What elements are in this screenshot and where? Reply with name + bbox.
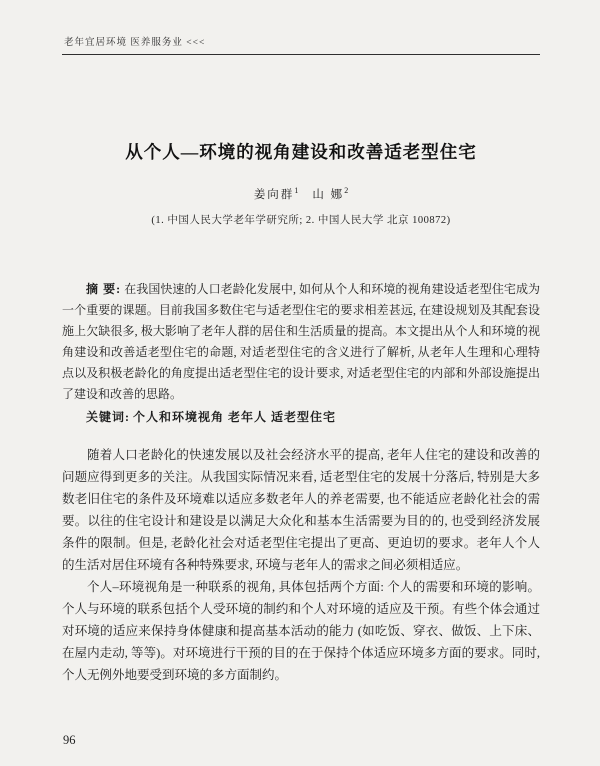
body-paragraph: 随着人口老龄化的快速发展以及社会经济水平的提高, 老年人住宅的建设和改善的问题应得到更多的关注。从我国实际情况来看, 适老型住宅的发展十分落后, 特别是大多数老旧住宅的条件及环境难以适应多数老年人的养老需要, 也不能适应老龄化社会的需要。以往的住宅设计和建设是以满足大众化和基本生活需要为目的的, 也受到经济发展条件的限制。但是, 老龄化社会对适老型住宅提出了更高、更迫切的要求。老年人个人的生活对居住环境有各种特殊要求, 环境与老年人的需求之间必须相适应。 bbox=[62, 448, 540, 572]
author-superscript-1: 1 bbox=[294, 186, 299, 196]
affiliation-line: (1. 中国人民大学老年学研究所; 2. 中国人民大学 北京 100872) bbox=[151, 215, 451, 226]
keywords-label: 关键词: bbox=[86, 410, 130, 424]
author-superscript-2: 2 bbox=[344, 186, 349, 196]
running-head: 老年宜居环境 医养服务业 <<< bbox=[64, 38, 206, 48]
abstract-label: 摘 要: bbox=[86, 282, 122, 296]
authors-line bbox=[62, 186, 540, 202]
author-name-1: 姜向群 bbox=[253, 189, 295, 201]
keywords-line bbox=[62, 407, 540, 428]
keywords-text: 个人和环境视角 老年人 适老型住宅 bbox=[133, 410, 337, 424]
page-title: 从个人—环境的视角建设和改善适老型住宅 bbox=[125, 142, 477, 162]
abstract-block bbox=[62, 279, 540, 405]
article-body bbox=[62, 444, 540, 686]
abstract-text: 在我国快速的人口老龄化发展中, 如何从个人和环境的视角建设适老型住宅成为一个重要的课题。目前我国多数住宅与适老型住宅的要求相差甚远, 在建设规划及其配套设施上欠缺很多, 极大影响了老年人群的居住和生活质量的提高。本文提出从个人和环境的视角建设和改善适老型住宅的命题, 对适老型住宅的含义进行了解析, 从老年人生理和心理特点以及积极老龄化的角度提出适老型住宅的设计要求, 对适老型住宅的内部和外部设施提出了建设和改善的思路。 bbox=[62, 282, 540, 401]
author-name-2: 山 娜 bbox=[312, 189, 345, 201]
body-paragraph: 个人–环境视角是一种联系的视角, 具体包括两个方面: 个人的需要和环境的影响。个人与环境的联系包括个人受环境的制约和个人对环境的适应及干预。有些个体会通过对环境的适应来保持身体健康和提高基本活动的能力 (如吃饭、穿衣、做饭、上下床、在屋内走动, 等等)。对环境进行干预的目的在于保持个体适应环境多方面的要求。同时, 个人无例外地要受到环境的多方面制约。 bbox=[62, 580, 540, 682]
header-divider bbox=[62, 54, 540, 55]
page-number: 96 bbox=[63, 733, 76, 747]
